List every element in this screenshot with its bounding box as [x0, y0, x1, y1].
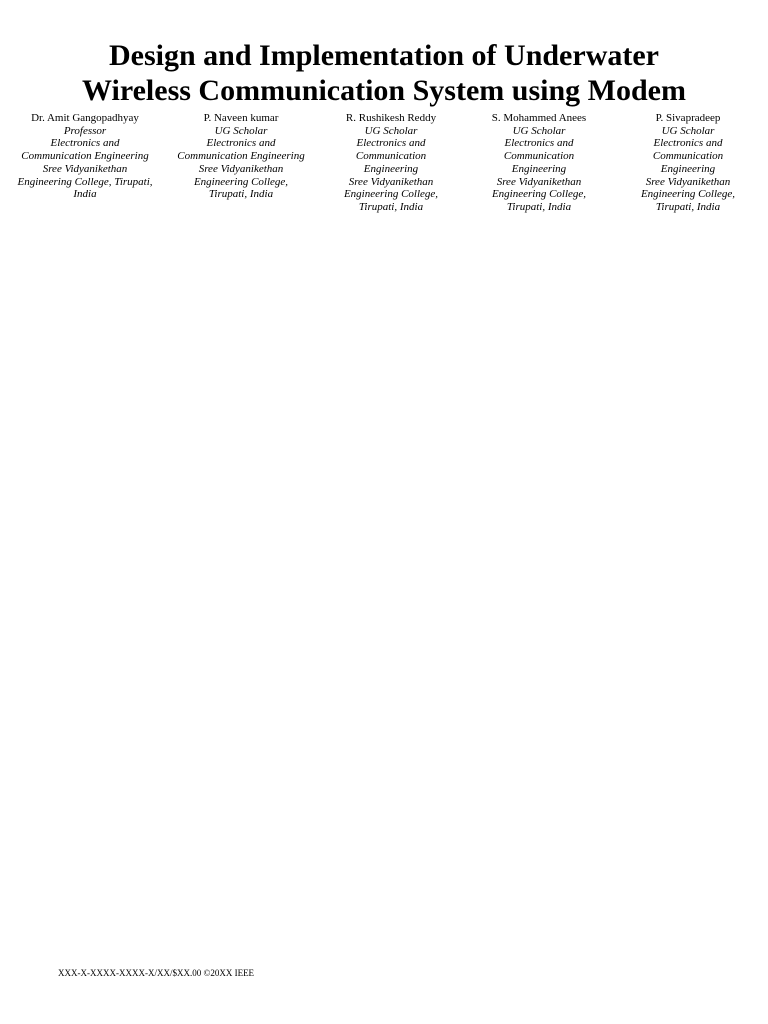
author-block [0, 112, 768, 222]
author-department: Electronics and [504, 137, 574, 150]
author-position: UG Scholar [512, 124, 566, 137]
author-4 [474, 112, 604, 214]
author-name: P. Naveen kumar [203, 112, 279, 124]
author-position: UG Scholar [364, 124, 418, 137]
author-department: Engineering [660, 162, 716, 175]
author-affiliation: Sree Vidyanikethan [42, 162, 128, 175]
author-department: Engineering [363, 162, 419, 175]
author-location: Tirupati, India [655, 200, 721, 213]
author-affiliation: Engineering College, [491, 188, 587, 201]
author-affiliation: Engineering College, [193, 175, 289, 188]
author-affiliation: Sree Vidyanikethan [198, 162, 284, 175]
author-department: Communication [355, 150, 427, 163]
author-name: P. Sivapradeep [655, 112, 721, 124]
author-location: India [73, 188, 97, 201]
copyright-footer: XXX-X-XXXX-XXXX-X/XX/$XX.00 ©20XX IEEE [58, 968, 255, 978]
author-department: Communication Engineering [177, 150, 305, 163]
title-line-1: Design and Implementation of Underwater [109, 39, 659, 72]
author-department: Electronics and [50, 137, 120, 150]
author-position: UG Scholar [214, 124, 268, 137]
author-department: Communication [652, 150, 724, 163]
author-5 [624, 112, 752, 214]
author-affiliation: Sree Vidyanikethan [348, 175, 434, 188]
author-affiliation: Sree Vidyanikethan [645, 175, 731, 188]
author-department: Electronics and [653, 137, 723, 150]
author-affiliation: Engineering College, [343, 188, 439, 201]
author-location: Tirupati, India [506, 200, 572, 213]
author-affiliation: Engineering College, [640, 188, 736, 201]
author-1 [8, 112, 162, 201]
author-3 [326, 112, 456, 214]
author-affiliation: Sree Vidyanikethan [496, 175, 582, 188]
author-name: R. Rushikesh Reddy [345, 112, 437, 124]
author-department: Communication [503, 150, 575, 163]
author-department: Communication Engineering [21, 150, 149, 163]
author-name: S. Mohammed Anees [491, 112, 587, 124]
author-department: Electronics and [356, 137, 426, 150]
paper-title [0, 38, 768, 108]
author-department: Electronics and [206, 137, 276, 150]
title-line-2: Wireless Communication System using Modem [82, 74, 686, 107]
author-department: Engineering [511, 162, 567, 175]
author-location: Tirupati, India [358, 200, 424, 213]
author-name: Dr. Amit Gangopadhyay [31, 112, 139, 124]
author-position: UG Scholar [661, 124, 715, 137]
author-2 [167, 112, 315, 201]
author-position: Professor [63, 124, 107, 137]
author-affiliation: Engineering College, Tirupati, [17, 175, 153, 188]
author-location: Tirupati, India [208, 188, 274, 201]
